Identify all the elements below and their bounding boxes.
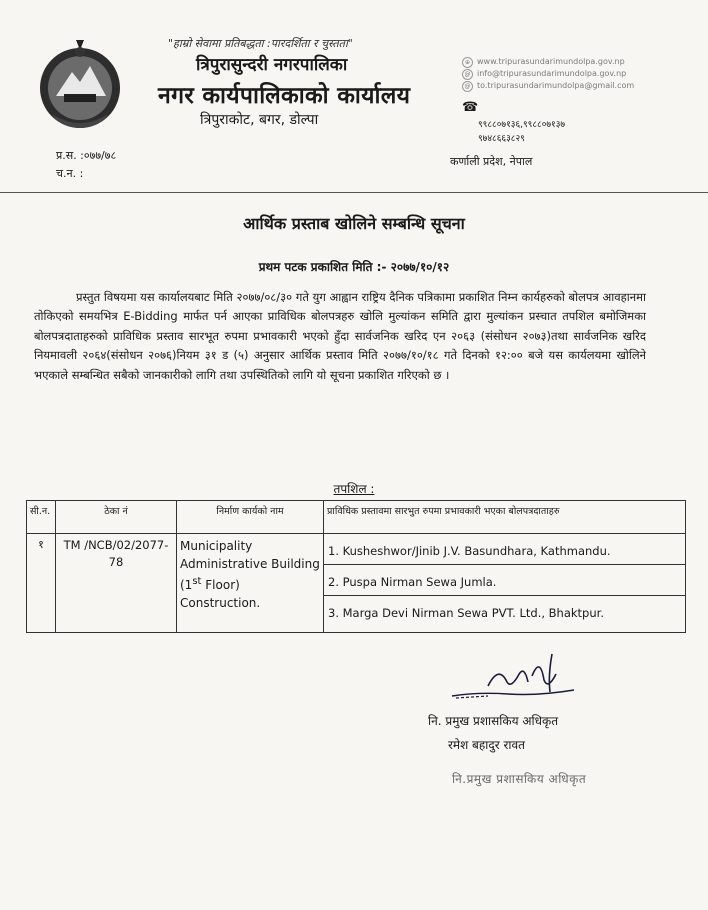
mail-icon: @ [462, 69, 473, 80]
table-row [27, 534, 686, 633]
column-header-contract: ठेका नं [56, 501, 177, 534]
table-header-row [27, 501, 686, 534]
column-header-sn: सी.न. [27, 501, 56, 534]
column-header-work: निर्माण कार्यको नाम [177, 501, 324, 534]
email-link[interactable]: info@tripurasundarimundolpa.gov.np [477, 69, 627, 78]
details-heading: तपशिल : [333, 482, 375, 496]
dispatch-number: च.न. : [56, 167, 84, 180]
website-link[interactable]: www.tripurasundarimundolpa.gov.np [477, 57, 625, 66]
signatory-name: रमेश बहादुर रावत [448, 738, 526, 752]
province: कर्णाली प्रदेश, नेपाल [450, 155, 533, 168]
motto: "हाम्रो सेवामा प्रतिबद्धता :पारदर्शिता र चुस्तता" [168, 37, 353, 50]
cell-contract: TM /NCB/02/2077-78 [56, 534, 177, 633]
cell-bidders [324, 534, 686, 633]
header-divider [0, 192, 708, 193]
official-stamp: नि.प्रमुख प्रशासकिय अधिकृत [452, 772, 587, 786]
bidders-table [26, 500, 686, 633]
work-name-tail: Floor) Construction. [180, 578, 261, 610]
office-name: नगर कार्यपालिकाको कार्यालय [158, 83, 411, 109]
contact-block [462, 56, 634, 92]
nepal-emblem-icon [34, 36, 126, 136]
work-superscript: st [192, 576, 202, 587]
phone-icon: ☎ [462, 100, 479, 115]
reference-number: प्र.स. :०७७/७८ [56, 149, 117, 162]
work-name: Municipality Administrative Building (1 [180, 539, 320, 592]
mail-icon: @ [462, 81, 473, 92]
globe-icon: ⊕ [462, 57, 473, 68]
bidder-item: 1. Kusheshwor/Jinib J.V. Basundhara, Kathmandu. [328, 544, 611, 558]
cell-sn: १ [27, 534, 56, 633]
municipality-name: त्रिपुरासुन्दरी नगरपालिका [196, 55, 348, 75]
notice-title: आर्थिक प्रस्ताब खोलिने सम्बन्धि सूचना [243, 214, 465, 233]
column-header-bidders: प्राविधिक प्रस्तावमा सारभुत रुपमा प्रभावकारी भएका बोलपत्रदाताहरु [324, 501, 686, 534]
signatory-title: नि. प्रमुख प्रशासकिय अधिकृत [428, 714, 559, 728]
email-link[interactable]: to.tripurasundarimundolpa@gmail.com [477, 81, 635, 90]
cell-work [177, 534, 324, 633]
phone-number: ९७४८६६३८२९ [478, 134, 525, 144]
bidder-item: 3. Marga Devi Nirman Sewa PVT. Ltd., Bhaktpur. [324, 595, 685, 632]
office-address: त्रिपुराकोट, बगर, डोल्पा [200, 112, 319, 128]
signature-image [448, 646, 578, 706]
notice-body: प्रस्तुत विषयमा यस कार्यालयबाट मिति २०७७/०८/३० गते युग आह्वान राष्ट्रिय दैनिक पत्रिकामा प्रकाशित निम्न कार्यहरुको बोलपत्र आवहानमा तोकिएको समयभित्र E-Bidding मार्फत पर्न आएका प्राविधिक बोलपत्रहरु खोलि मुल्यांकन समिति द्वारा मुल्यांकन प्रस्चात तपशिल बमोजिमका बोलपत्रदाताहरुको प्राविधिक प्रस्ताव सारभूत रुपमा प्रभावकारी भएको हुँदा सार्वजनिक खरिद एन २०६३ (संसोधन २०७३)तथा सार्वजनिक खरिद नियमावली २०६४(संसोधन २०७६)नियम ३१ ड (५) अनुसार आर्थिक प्रस्ताव मिति २०७७/१०/१८ गते दिनको १२:०० बजे यस कार्यलयमा खोलिने भएकाले सम्बन्धित सबैको जानकारीको लागि तथा उपस्थितिको लागि यो सूचना प्रकाशित गरिएको छ । [34, 290, 646, 382]
bidder-item: 2. Puspa Nirman Sewa Jumla. [324, 564, 685, 595]
publish-date: प्रथम पटक प्रकाशित मिति :- २०७७/१०/१२ [258, 260, 450, 274]
phone-numbers [478, 118, 565, 146]
phone-number: ९९८८०७१३६,९९८८०७१३७ [478, 120, 566, 130]
